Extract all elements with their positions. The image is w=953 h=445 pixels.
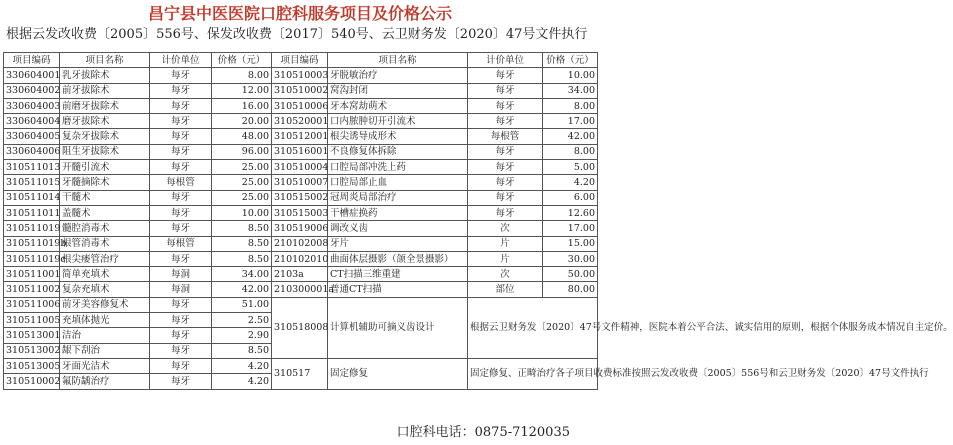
unit: 每牙 <box>150 205 212 220</box>
item-code: 310511013 <box>4 160 60 175</box>
item-name: 干槽症换药 <box>328 205 468 220</box>
item-name: 根尖诱导成形术 <box>328 129 468 144</box>
price: 4.20 <box>212 358 272 373</box>
item-code: 330604003 <box>4 98 60 113</box>
unit: 次 <box>468 267 543 282</box>
price: 30.00 <box>543 251 598 266</box>
item-name: 不良修复体拆除 <box>328 144 468 159</box>
item-code: 310516001 <box>272 144 328 159</box>
price: 8.00 <box>543 98 598 113</box>
unit: 每牙 <box>150 374 212 389</box>
price-table-body <box>4 53 953 390</box>
item-name: 窝沟封闭 <box>328 83 468 98</box>
table-row <box>4 282 598 297</box>
unit: 每牙 <box>150 221 212 236</box>
unit: 每牙 <box>150 328 212 343</box>
price: 8.50 <box>212 343 272 358</box>
table-row <box>4 297 598 312</box>
unit: 每洞 <box>150 282 212 297</box>
item-name: 牙片 <box>328 236 468 251</box>
price: 8.50 <box>212 221 272 236</box>
item-code: 210102010 <box>272 251 328 266</box>
price-table <box>3 52 953 390</box>
item-name: 干髓术 <box>60 190 150 205</box>
policy-basis: 根据云发改收费〔2005〕556号、保发改收费〔2017〕540号、云卫财务发〔2020〕47号文件执行 <box>6 27 588 42</box>
unit: 片 <box>468 236 543 251</box>
table-row <box>4 205 598 220</box>
price: 8.50 <box>212 251 272 266</box>
item-code: 310511019c <box>4 251 60 266</box>
price: 4.20 <box>543 175 598 190</box>
unit: 每牙 <box>150 358 212 373</box>
price: 17.00 <box>543 114 598 129</box>
item-code: 310517 <box>272 358 328 389</box>
item-name: 髓腔消毒术 <box>60 221 150 236</box>
item-code: 330604002 <box>4 83 60 98</box>
item-code: 310510006 <box>272 98 328 113</box>
item-name: 充填体抛光 <box>60 313 150 328</box>
item-name: 口腔局部冲洗上药 <box>328 160 468 175</box>
table-row <box>4 129 598 144</box>
item-name: 牙本窝劫萌术 <box>328 98 468 113</box>
item-name: 开髓引流术 <box>60 160 150 175</box>
item-code: 310515003 <box>272 205 328 220</box>
item-name: 氟防龋治疗 <box>60 374 150 389</box>
item-code: 2103a <box>272 267 328 282</box>
item-name: 口腔局部止血 <box>328 175 468 190</box>
unit: 片 <box>468 251 543 266</box>
table-row <box>4 160 598 175</box>
price: 25.00 <box>212 175 272 190</box>
item-name: 调改义齿 <box>328 221 468 236</box>
price: 50.00 <box>543 267 598 282</box>
price: 80.00 <box>543 282 598 297</box>
table-row <box>4 236 598 251</box>
item-code: 310511015 <box>4 175 60 190</box>
unit: 每洞 <box>150 267 212 282</box>
table-row <box>4 68 598 83</box>
price: 4.20 <box>212 374 272 389</box>
item-code: 310510007 <box>272 175 328 190</box>
unit: 每牙 <box>468 175 543 190</box>
item-code: 310513002 <box>4 343 60 358</box>
table-row <box>4 251 598 266</box>
contact-phone: 口腔科电话：0875-7120035 <box>396 425 570 440</box>
price: 8.00 <box>543 144 598 159</box>
item-name: 复杂充填术 <box>60 282 150 297</box>
item-code: 330604001 <box>4 68 60 83</box>
unit: 每根管 <box>150 175 212 190</box>
column-header: 项目名称 <box>60 53 150 68</box>
unit: 每牙 <box>468 98 543 113</box>
unit: 每根管 <box>150 236 212 251</box>
price: 16.00 <box>212 98 272 113</box>
item-code: 310511005 <box>4 313 60 328</box>
item-code: 310518008 <box>272 297 328 358</box>
item-code: 310510002 <box>4 374 60 389</box>
price: 6.00 <box>543 190 598 205</box>
unit: 每牙 <box>468 83 543 98</box>
item-code: 210300001a <box>272 282 328 297</box>
item-code: 310511006 <box>4 297 60 312</box>
price: 17.00 <box>543 221 598 236</box>
table-row <box>4 267 598 282</box>
item-name: 简单充填术 <box>60 267 150 282</box>
price: 8.00 <box>212 68 272 83</box>
item-name: 龈下刮治 <box>60 343 150 358</box>
item-name: 曲面体层摄影（颌全景摄影） <box>328 251 468 266</box>
item-name: 乳牙拔除术 <box>60 68 150 83</box>
price: 10.00 <box>212 205 272 220</box>
unit: 每牙 <box>468 190 543 205</box>
unit: 每牙 <box>468 68 543 83</box>
item-name: 冠周炎局部治疗 <box>328 190 468 205</box>
unit: 每牙 <box>150 343 212 358</box>
item-name: 前磨牙拔除术 <box>60 98 150 113</box>
item-name: 固定修复 <box>328 358 468 389</box>
price: 25.00 <box>212 160 272 175</box>
item-code: 310513001 <box>4 328 60 343</box>
unit: 每牙 <box>150 114 212 129</box>
column-header: 项目编码 <box>4 53 60 68</box>
price: 10.00 <box>543 68 598 83</box>
item-name: 阻生牙拔除术 <box>60 144 150 159</box>
item-code: 310510004 <box>272 160 328 175</box>
item-code: 310519006 <box>272 221 328 236</box>
pricing-note: 根据云卫财务发〔2020〕47号文件精神，医院本着公平合法、诚实信用的原则，根据个体服务成本情况自主定价。 <box>468 297 598 358</box>
item-name: 复杂牙拔除术 <box>60 129 150 144</box>
item-name: 牙面光洁术 <box>60 358 150 373</box>
price: 42.00 <box>212 282 272 297</box>
item-code: 310511019b <box>4 236 60 251</box>
item-name: 盖髓术 <box>60 205 150 220</box>
item-name: CT扫描三维重建 <box>328 267 468 282</box>
item-code: 310511019 <box>4 221 60 236</box>
table-row <box>4 144 598 159</box>
unit: 每牙 <box>468 144 543 159</box>
item-code: 310512001 <box>272 129 328 144</box>
item-code: 310511011 <box>4 205 60 220</box>
item-code: 310510002 <box>272 83 328 98</box>
item-name: 前牙拔除术 <box>60 83 150 98</box>
unit: 次 <box>468 221 543 236</box>
item-code: 310511001 <box>4 267 60 282</box>
item-name: 普通CT扫描 <box>328 282 468 297</box>
item-code: 330604005 <box>4 129 60 144</box>
unit: 每根管 <box>468 129 543 144</box>
pricing-note: 固定修复、正畸治疗各子项目收费标准按照云发改收费〔2005〕556号和云卫财务发〔2020〕47号文件执行 <box>468 358 598 389</box>
price: 2.90 <box>212 328 272 343</box>
unit: 每牙 <box>150 190 212 205</box>
item-code: 210102008 <box>272 236 328 251</box>
table-row <box>4 221 598 236</box>
column-header: 价格（元） <box>212 53 272 68</box>
column-header: 价格（元） <box>543 53 598 68</box>
item-code: 310515002 <box>272 190 328 205</box>
item-name: 磨牙拔除术 <box>60 114 150 129</box>
unit: 每牙 <box>150 313 212 328</box>
price: 15.00 <box>543 236 598 251</box>
price: 20.00 <box>212 114 272 129</box>
unit: 每牙 <box>150 144 212 159</box>
item-name: 根管消毒术 <box>60 236 150 251</box>
table-row <box>4 358 598 373</box>
item-code: 310511014 <box>4 190 60 205</box>
price: 2.50 <box>212 313 272 328</box>
column-header: 计价单位 <box>150 53 212 68</box>
column-header: 计价单位 <box>468 53 543 68</box>
item-code: 310513005 <box>4 358 60 373</box>
table-row <box>4 175 598 190</box>
item-code: 310510003 <box>272 68 328 83</box>
column-header: 项目编码 <box>272 53 328 68</box>
item-code: 310520001 <box>272 114 328 129</box>
unit: 每牙 <box>150 68 212 83</box>
item-name: 口内脓肿切开引流术 <box>328 114 468 129</box>
item-code: 330604004 <box>4 114 60 129</box>
table-row <box>4 114 598 129</box>
table-row <box>4 190 598 205</box>
page-title: 昌宁县中医医院口腔科服务项目及价格公示 <box>147 4 452 23</box>
item-name: 洁治 <box>60 328 150 343</box>
unit: 每牙 <box>468 160 543 175</box>
item-code: 330604006 <box>4 144 60 159</box>
price: 51.00 <box>212 297 272 312</box>
price: 25.00 <box>212 190 272 205</box>
table-row <box>4 83 598 98</box>
table-row <box>4 98 598 113</box>
price: 42.00 <box>543 129 598 144</box>
price: 12.00 <box>212 83 272 98</box>
unit: 每牙 <box>150 98 212 113</box>
unit: 每牙 <box>468 205 543 220</box>
column-header: 项目名称 <box>328 53 468 68</box>
price: 34.00 <box>543 83 598 98</box>
unit: 部位 <box>468 282 543 297</box>
unit: 每牙 <box>150 83 212 98</box>
unit: 每牙 <box>150 251 212 266</box>
unit: 每牙 <box>150 160 212 175</box>
item-name: 计算机辅助可摘义齿设计 <box>328 297 468 358</box>
price: 5.00 <box>543 160 598 175</box>
unit: 每牙 <box>150 297 212 312</box>
unit: 每牙 <box>468 114 543 129</box>
item-name: 牙脱敏治疗 <box>328 68 468 83</box>
table-header-row <box>4 53 598 68</box>
price: 96.00 <box>212 144 272 159</box>
item-name: 前牙美容修复术 <box>60 297 150 312</box>
price: 48.00 <box>212 129 272 144</box>
unit: 每牙 <box>150 129 212 144</box>
item-name: 牙髓摘除术 <box>60 175 150 190</box>
price: 34.00 <box>212 267 272 282</box>
price: 8.50 <box>212 236 272 251</box>
item-name: 根尖瘘管治疗 <box>60 251 150 266</box>
price: 12.60 <box>543 205 598 220</box>
item-code: 310511002 <box>4 282 60 297</box>
